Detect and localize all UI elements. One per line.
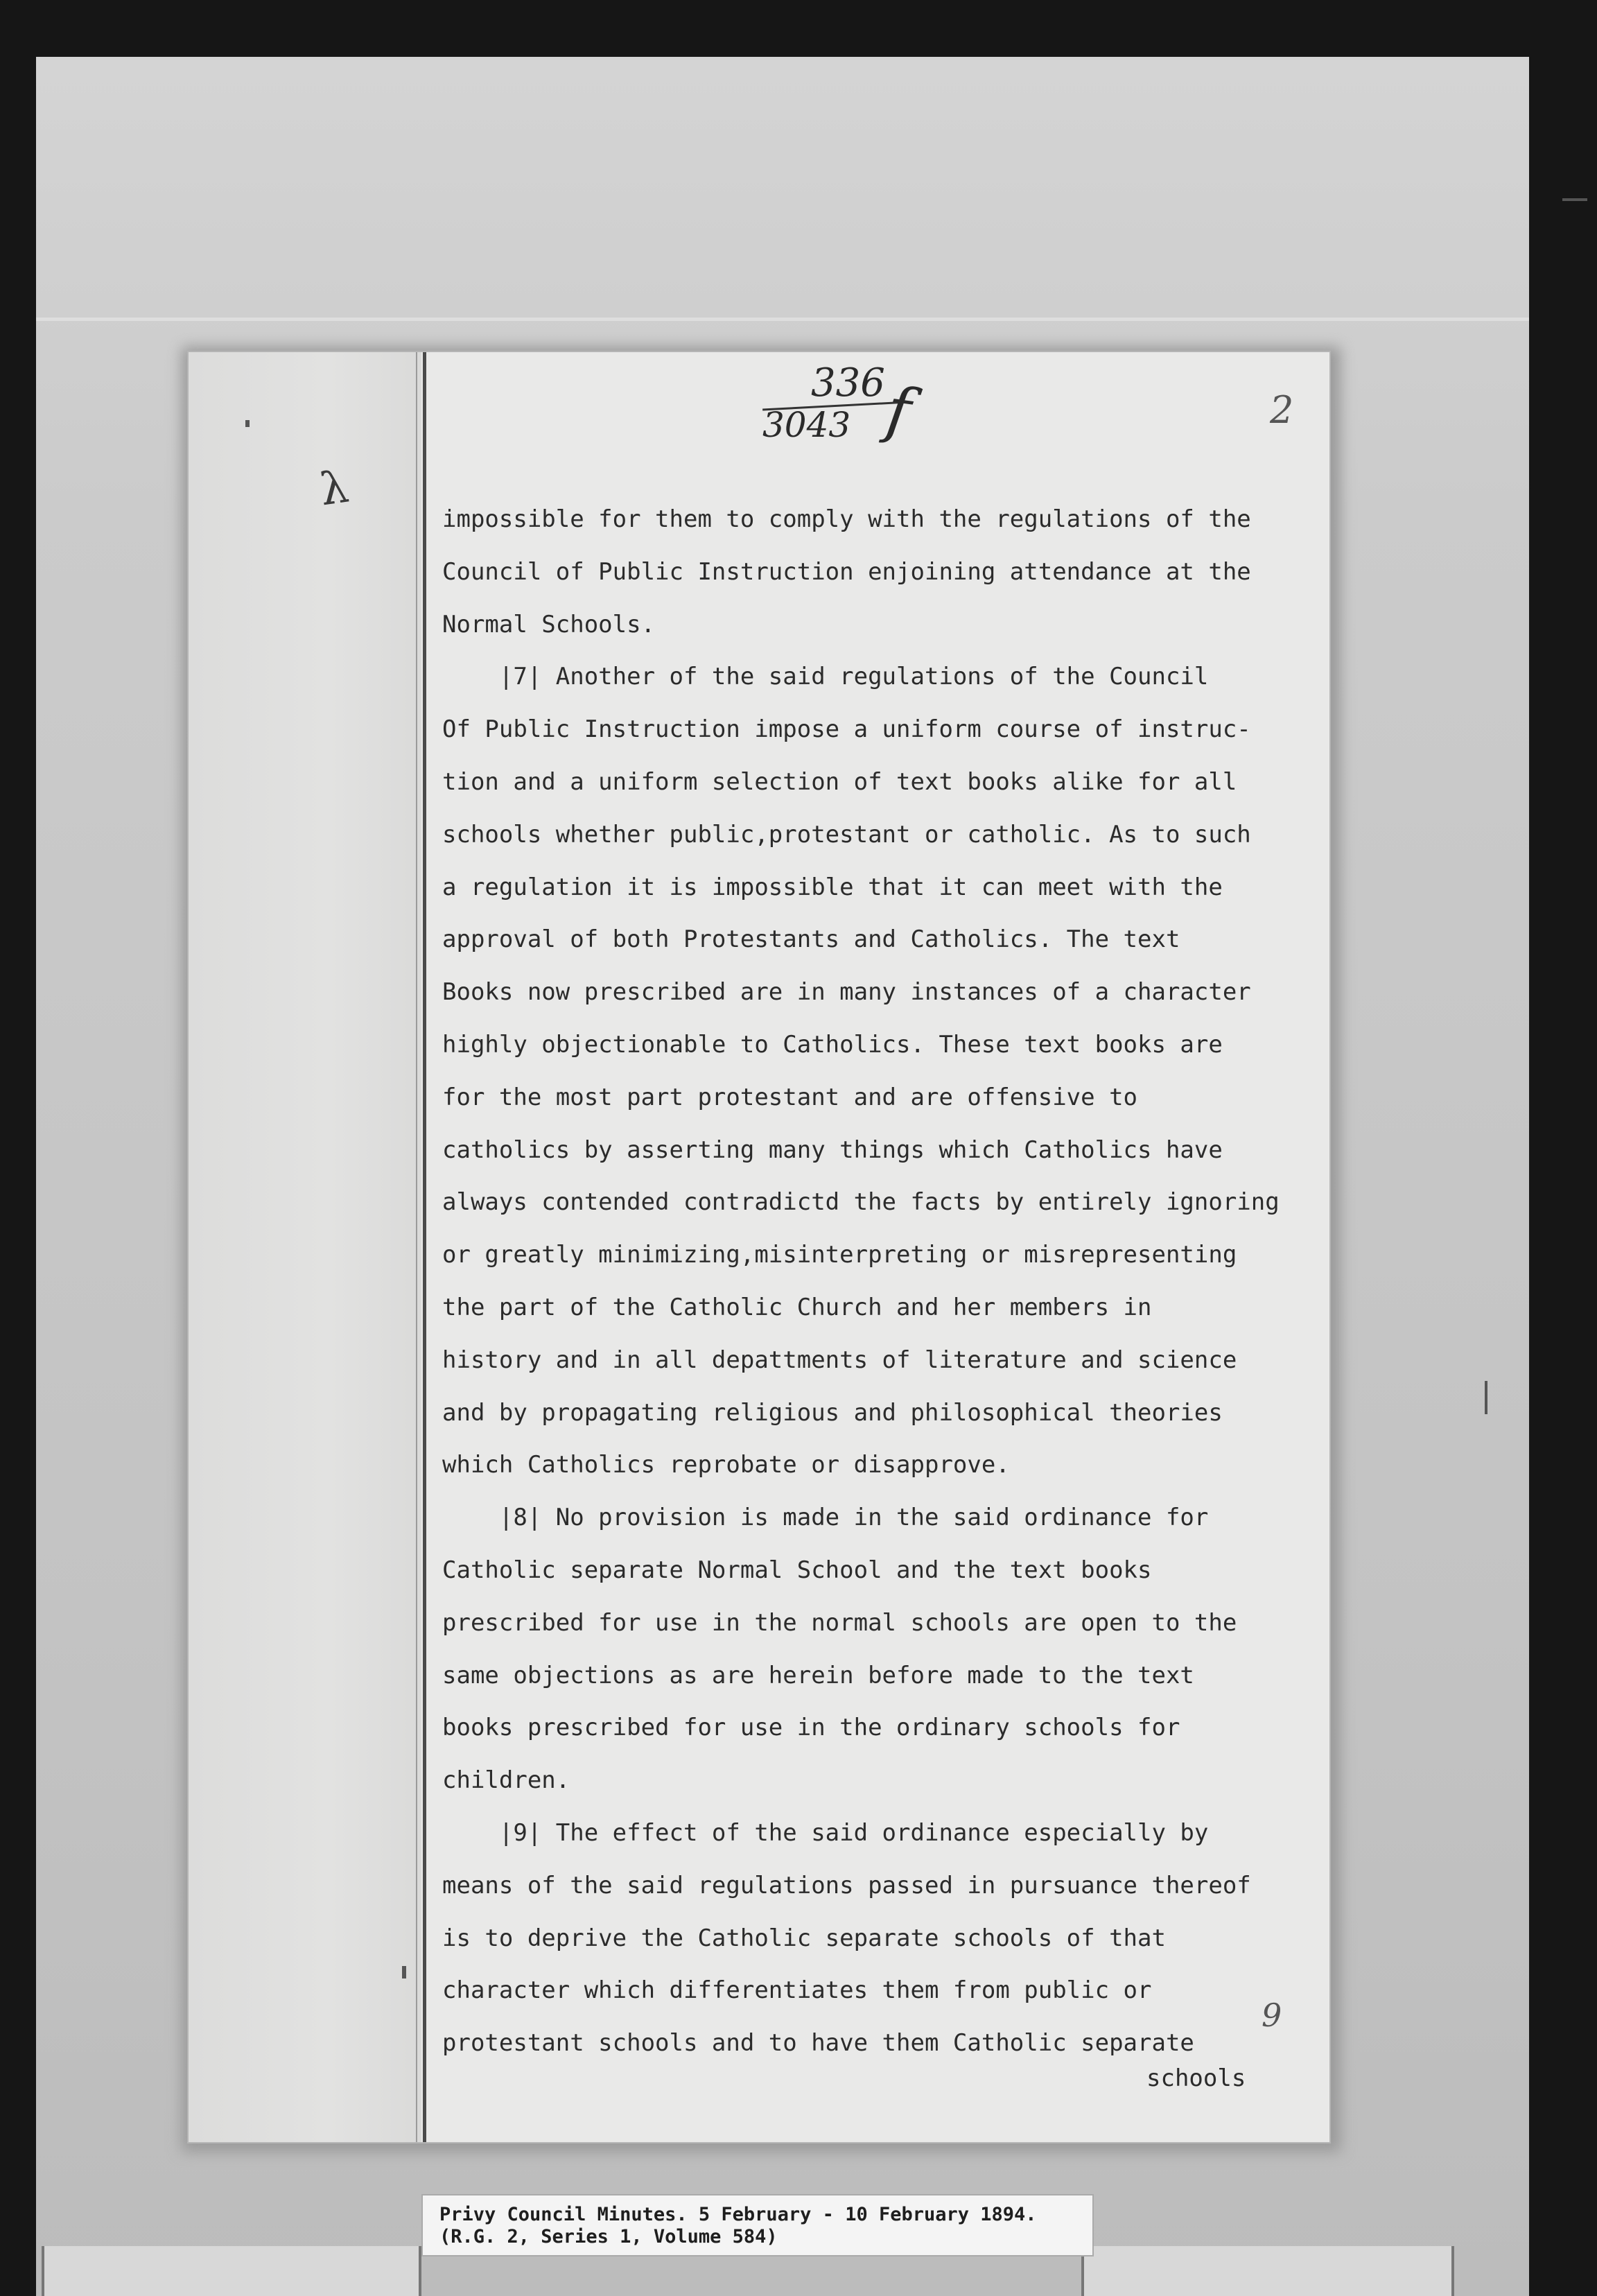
folio-number: [762, 360, 970, 464]
text-line: tion and a uniform selection of text books alike for all: [442, 767, 1237, 796]
text-line: Normal Schools.: [442, 610, 656, 638]
lower-frame-bar-left: [42, 2246, 421, 2296]
corner-mark-top: 2: [1270, 388, 1294, 432]
text-line: a regulation it is impossible that it can meet with the: [442, 873, 1223, 901]
text-line: Council of Public Instruction enjoining attendance at the: [442, 557, 1251, 586]
text-line: catholics by asserting many things which Catholics have: [442, 1136, 1223, 1164]
margin-rule-thin: [416, 352, 417, 2142]
text-line: always contended contradictd the facts by entirely ignoring: [442, 1188, 1280, 1217]
left-margin: [189, 352, 421, 2142]
text-line: prescribed for use in the normal schools are open to the: [442, 1608, 1237, 1637]
text-line: Books now prescribed are in many instances of a character: [442, 978, 1251, 1007]
text-line: character which differentiates them from public or: [442, 1976, 1152, 2005]
text-line: same objections as are herein before made to the text: [442, 1661, 1194, 1689]
corner-mark-bottom: 9: [1262, 1997, 1282, 2034]
typed-body-text: [442, 494, 1280, 2070]
folio-top: 336: [811, 360, 885, 406]
text-line: |9| The effect of the said ordinance especially by: [442, 1818, 1209, 1847]
folio-bottom: 3043: [762, 405, 851, 445]
text-line: Catholic separate Normal School and the text books: [442, 1556, 1152, 1584]
text-line: for the most part protestant and are offensive to: [442, 1083, 1138, 1111]
text-line: the part of the Catholic Church and her members in: [442, 1293, 1152, 1321]
caption-line-2: (R.G. 2, Series 1, Volume 584): [439, 2226, 778, 2247]
text-line: |8| No provision is made in the said ordinance for: [442, 1504, 1209, 1532]
text-line: approval of both Protestants and Catholics. The text: [442, 925, 1180, 954]
text-line: and by propagating religious and philosophical theories: [442, 1398, 1223, 1427]
folio-mark: f: [882, 373, 916, 449]
caption-line-1: Privy Council Minutes. 5 February - 10 February 1894.: [439, 2204, 1037, 2225]
text-line: Of Public Instruction impose a uniform course of instruc-: [442, 715, 1251, 744]
margin-handwritten-mark: λ: [317, 461, 352, 516]
text-line: children.: [442, 1766, 570, 1795]
dust-speck: [402, 1966, 406, 1978]
text-line: schools whether public,protestant or catholic. As to such: [442, 820, 1251, 849]
text-line: or greatly minimizing,misinterpreting or misrepresenting: [442, 1241, 1237, 1269]
text-line: history and in all depattments of literature and science: [442, 1346, 1237, 1374]
dust-speck: [1485, 1381, 1487, 1414]
scan-line: [36, 318, 1529, 321]
lower-frame-bar-right: [1081, 2246, 1454, 2296]
catchword: schools: [1146, 2064, 1246, 2092]
text-line: is to deprive the Catholic separate schools of that: [442, 1924, 1166, 1952]
text-line: impossible for them to comply with the regulations of the: [442, 505, 1251, 533]
archive-caption: [421, 2194, 1094, 2256]
text-line: highly objectionable to Catholics. These text books are: [442, 1030, 1223, 1059]
text-line: |7| Another of the said regulations of the Council: [442, 663, 1209, 691]
dust-speck: [1562, 198, 1587, 201]
margin-rule: [423, 352, 426, 2142]
text-line: means of the said regulations passed in pursuance thereof: [442, 1871, 1251, 1899]
dust-speck: [245, 420, 250, 427]
text-line: protestant schools and to have them Catholic separate: [442, 2029, 1194, 2058]
text-line: books prescribed for use in the ordinary schools for: [442, 1714, 1180, 1742]
text-line: which Catholics reprobate or disapprove.: [442, 1451, 1010, 1479]
